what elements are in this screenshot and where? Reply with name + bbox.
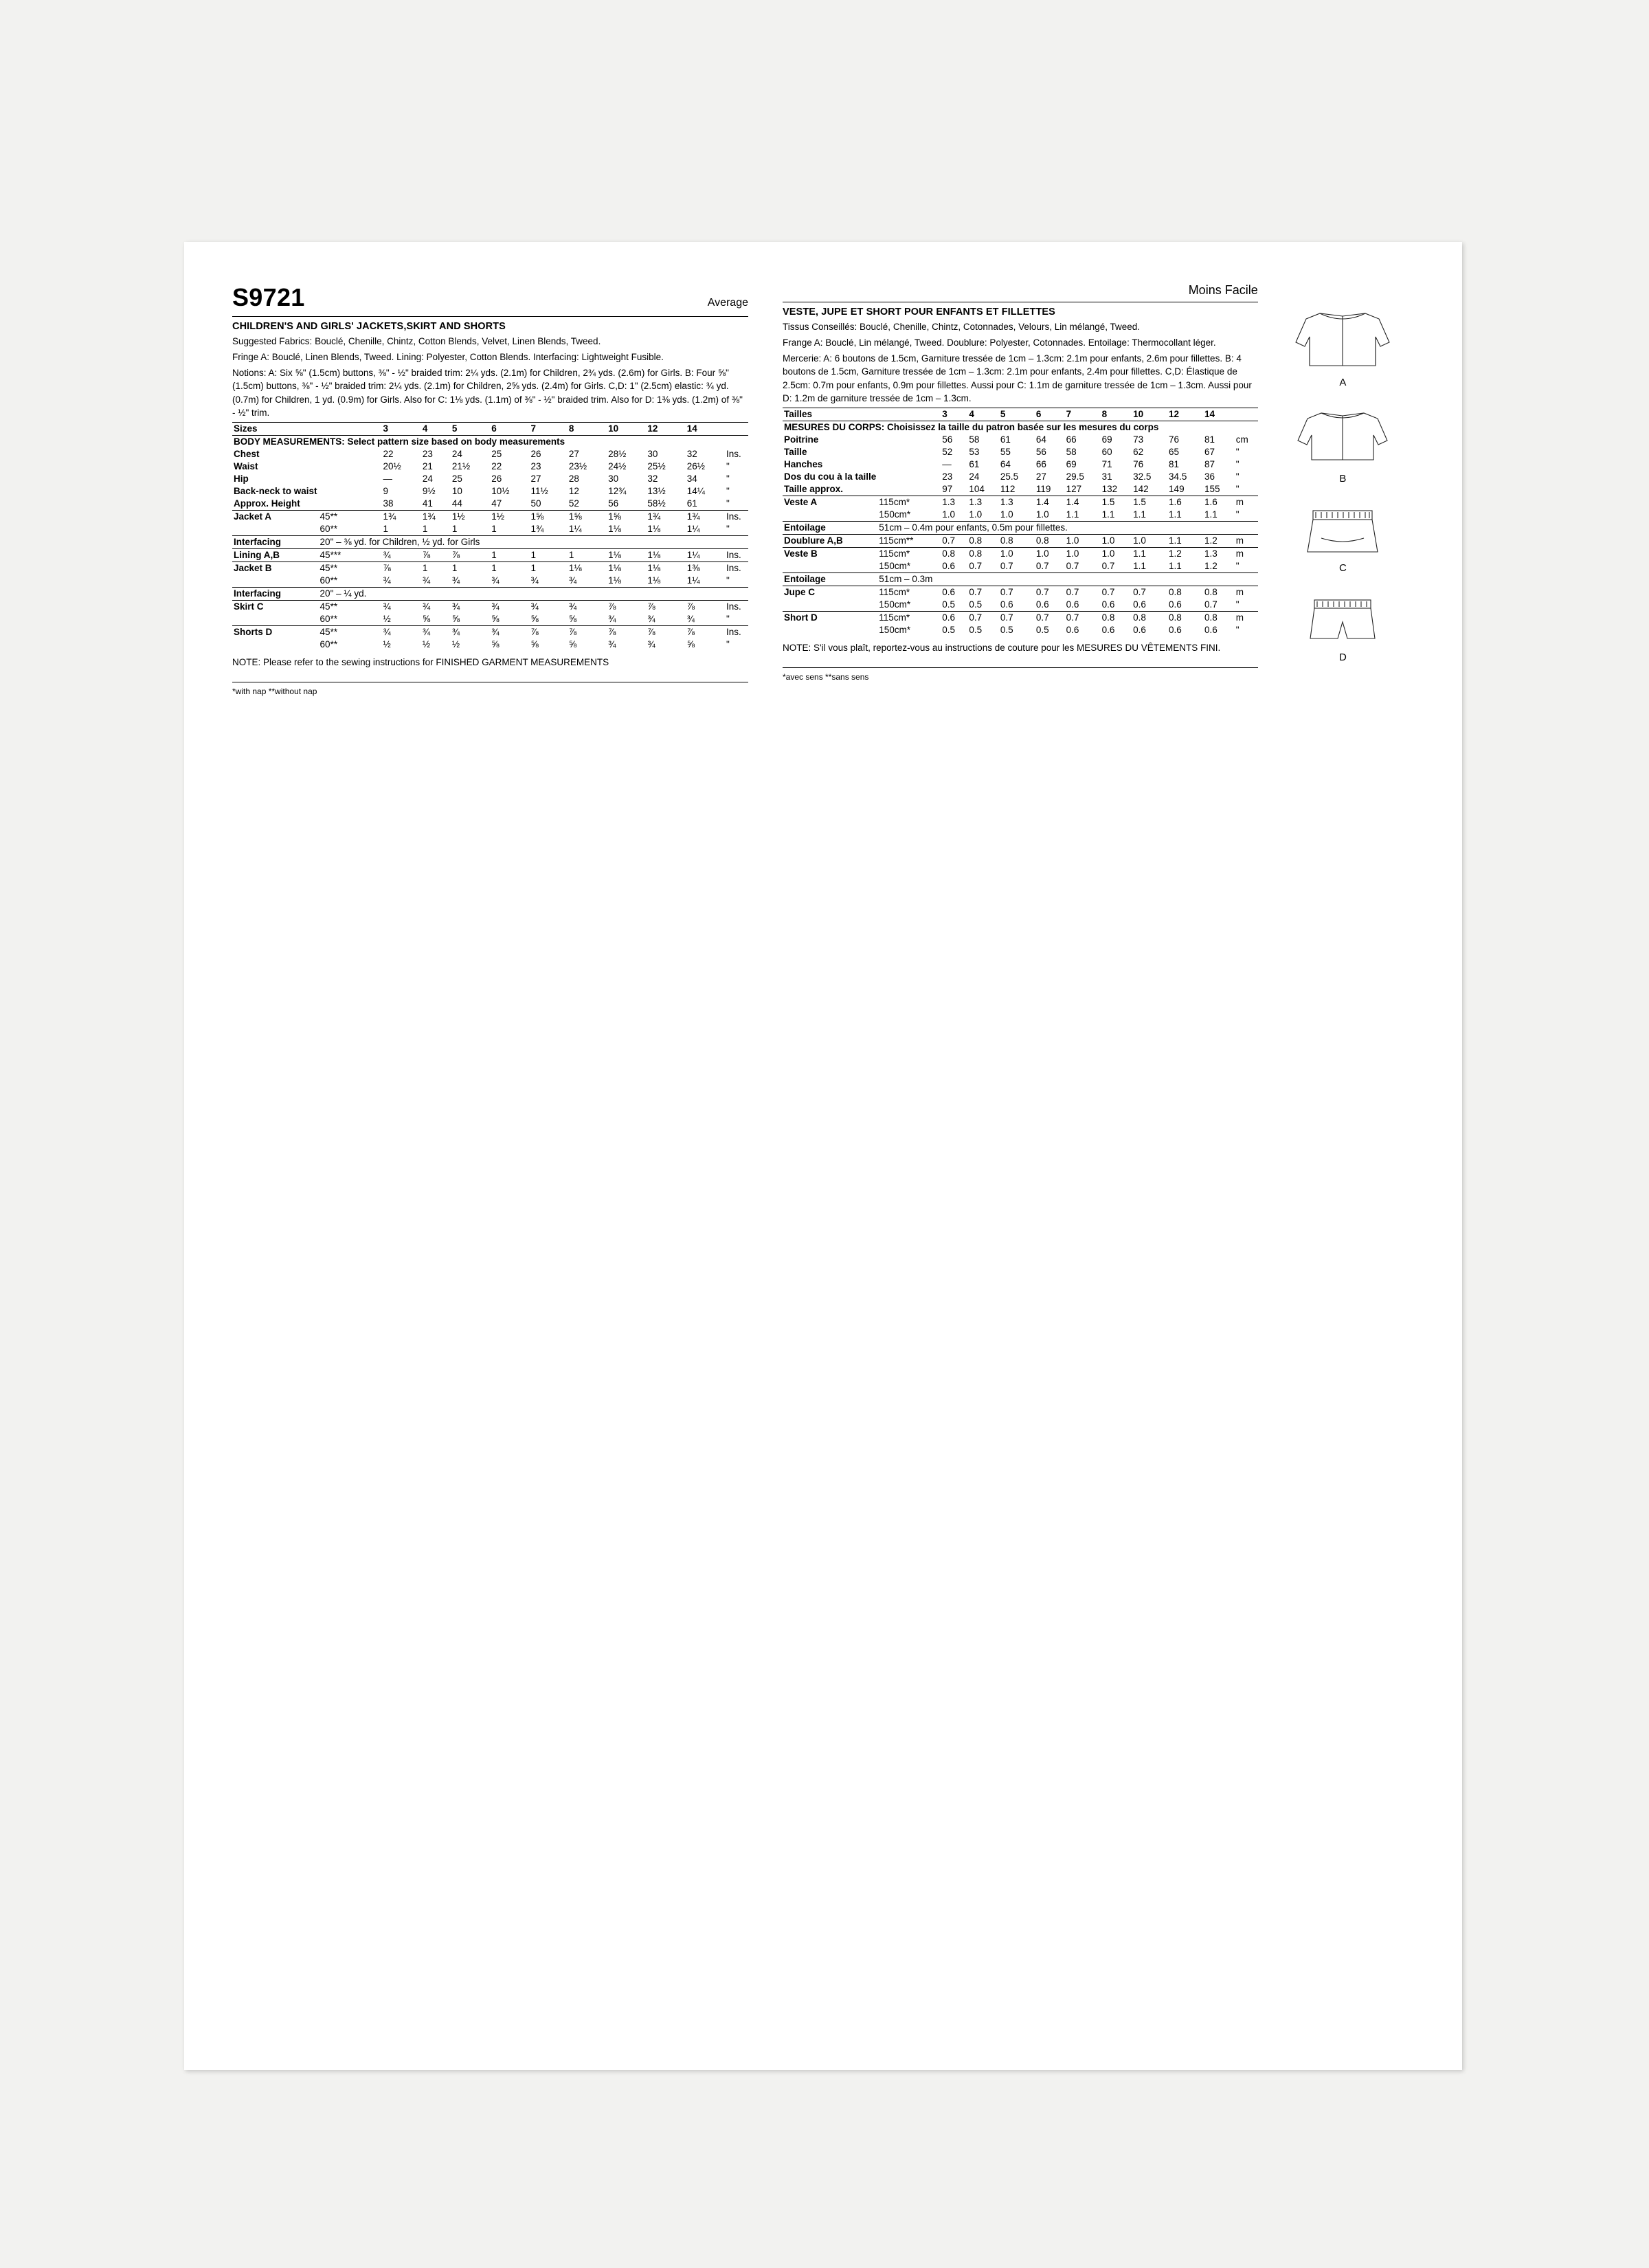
table-row: Entoilage 51cm – 0.3m (783, 572, 1258, 586)
table-row: 150cm* 0.5 0.5 0.5 0.5 0.6 0.6 0.6 0.6 0.6 " (879, 625, 1239, 636)
table-row: Veste B 115cm* 0.8 0.8 1.0 1.0 1.0 1.0 1.1 1.2 1.3 m (783, 547, 1258, 560)
size-cell: 4 (421, 422, 451, 435)
table-row: Chest 22 23 24 25 26 27 28½ 30 32 Ins. (234, 449, 741, 460)
table-row: Dos du cou à la taille 23 24 25.5 27 29.5 31 32.5 34.5 36 " (784, 471, 1239, 482)
english-fabrics: Suggested Fabrics: Bouclé, Chenille, Chintz, Cotton Blends, Velvet, Linen Blends, Tweed. (232, 336, 601, 346)
shorts-figure-icon (1291, 592, 1394, 650)
size-cell: 5 (451, 422, 490, 435)
table-row: Skirt C 45** ¾ ¾ ¾ ¾ ¾ ¾ ⅞ ⅞ ⅞ Ins. (232, 600, 748, 613)
table-row: Doublure A,B 115cm** 0.7 0.8 0.8 0.8 1.0 1.0 1.0 1.1 1.2 m (783, 534, 1258, 547)
size-cell: 5 (999, 408, 1035, 421)
sizes-label-fr: Tailles (783, 408, 877, 421)
french-notions: Mercerie: A: 6 boutons de 1.5cm, Garniture tressée de 1cm – 1.3cm: 2.1m pour enfants, 2.6m pour fillettes. B: 4 boutons de 1.5cm, Garniture tressée de 1cm – 1.3cm: 2.1m pour enfants, 2.4m pour fillettes. C,D: Élastique de 2.5cm: 0.7m pour enfants, 0.9m pour fillettes. Aussi pour C: 1.1m de garniture tressée de 1cm – 1.3cm. Aussi pour D: 1.2m de garniture tressée de 1cm – 1.3cm. (783, 353, 1252, 403)
difficulty-fr: Moins Facile (1188, 283, 1258, 297)
size-cell: 12 (1167, 408, 1203, 421)
figure-label: A (1339, 377, 1347, 388)
table-row: Short D 115cm* 0.6 0.7 0.7 0.7 0.7 0.8 0.8 0.8 0.8 m (783, 611, 1258, 624)
english-title: CHILDREN'S AND GIRLS' JACKETS,SKIRT AND SHORTS (232, 321, 506, 332)
size-cell: 4 (967, 408, 999, 421)
french-footnote: *avec sens **sans sens (783, 667, 1258, 682)
french-body-measure-head: MESURES DU CORPS: Choisissez la taille du patron basée sur les mesures du corps (784, 422, 1159, 433)
skirt-figure-icon (1291, 502, 1394, 561)
size-cell: 3 (941, 408, 967, 421)
size-cell: 6 (490, 422, 529, 435)
figure-label: D (1338, 652, 1347, 663)
table-row: 60** ½ ½ ½ ⅝ ⅝ ⅝ ¾ ¾ ⅝ " (319, 639, 730, 650)
french-sizes-row (783, 408, 1258, 421)
figure-label: C (1338, 562, 1347, 574)
english-panel (232, 283, 748, 696)
table-row: Back-neck to waist 9 9½ 10 10½ 11½ 12 12¾ 13½ 14¼ " (234, 486, 730, 497)
table-row: 150cm* 1.0 1.0 1.0 1.0 1.1 1.1 1.1 1.1 1.1 " (879, 509, 1239, 520)
french-fringe-lining: Frange A: Bouclé, Lin mélangé, Tweed. Doublure: Polyester, Cotonnades. Entoilage: Thermocollant léger. (783, 337, 1216, 348)
table-row: Approx. Height 38 41 44 47 50 52 56 58½ 61 " (234, 498, 730, 509)
french-fabrics: Tissus Conseillés: Bouclé, Chenille, Chintz, Cotonnades, Velours, Lin mélangé, Tweed. (783, 322, 1141, 332)
table-row: Taille 52 53 55 56 58 60 62 65 67 " (784, 447, 1239, 458)
table-row: Shorts D 45** ¾ ¾ ¾ ¾ ⅞ ⅞ ⅞ ⅞ ⅞ Ins. (232, 625, 748, 638)
figure-a (1277, 307, 1408, 388)
size-cell: 10 (607, 422, 646, 435)
english-sizes-row (232, 422, 748, 435)
line-drawings-panel (1265, 283, 1421, 696)
size-cell: 7 (1065, 408, 1101, 421)
french-panel (783, 283, 1258, 696)
table-row: Jupe C 115cm* 0.6 0.7 0.7 0.7 0.7 0.7 0.7 0.8 0.8 m (783, 586, 1258, 599)
jacket-short-figure-icon (1277, 406, 1408, 471)
sizes-label: Sizes (232, 422, 319, 435)
jacket-long-figure-icon (1277, 307, 1408, 375)
french-size-table (783, 408, 1258, 636)
size-cell: 10 (1132, 408, 1167, 421)
table-row: Taille approx. 97 104 112 119 127 132 142 149 155 " (784, 484, 1239, 495)
table-row: 60** ½ ⅝ ⅝ ⅝ ⅝ ⅝ ¾ ¾ ¾ " (319, 614, 730, 625)
table-row: Waist 20½ 21 21½ 22 23 23½ 24½ 25½ 26½ " (234, 461, 730, 472)
pattern-code: S9721 (232, 283, 305, 311)
size-cell: 8 (1101, 408, 1132, 421)
english-notions: Notions: A: Six ⅝" (1.5cm) buttons, ⅜" - ½" braided trim: 2¼ yds. (2.1m) for Children, 2¾ yds. (2.6m) for Girls. B: Four ⅝" (1.5cm) buttons, ⅜" - ½" braided trim: 2¼ yds. (2.1m) for Children, 2⅝ yds. (2.4m) for Girls. C,D: 1" (2.5cm) elastic: ¾ yd. (0.7m) for Children, 1 yd. (0.9m) for Girls. Also for C: 1⅛ yds. (1.1m) of ⅜" - ½" braided trim. Also for D: 1⅜ yds. (1.2m) of ⅜" - ½" trim. (232, 368, 743, 418)
table-row: Hip — 24 25 26 27 28 30 32 34 " (234, 474, 730, 485)
figure-d (1291, 592, 1394, 663)
table-row: 150cm* 0.6 0.7 0.7 0.7 0.7 0.7 1.1 1.1 1.2 " (879, 561, 1239, 572)
english-footnote: *with nap **without nap (232, 682, 748, 696)
table-row: Entoilage 51cm – 0.4m pour enfants, 0.5m pour fillettes. (783, 521, 1258, 534)
size-cell: 3 (382, 422, 421, 435)
french-title: VESTE, JUPE ET SHORT POUR ENFANTS ET FILLETTES (783, 307, 1055, 318)
table-row: 60** ¾ ¾ ¾ ¾ ¾ ¾ 1⅛ 1⅛ 1¼ " (319, 575, 730, 586)
size-cell: 8 (568, 422, 607, 435)
table-row: Hanches — 61 64 66 69 71 76 81 87 " (784, 459, 1239, 470)
table-row: Poitrine 56 58 61 64 66 69 73 76 81 cm (784, 434, 1248, 445)
english-body-measure-head: BODY MEASUREMENTS: Select pattern size based on body measurements (234, 436, 565, 447)
english-size-table (232, 422, 748, 651)
french-header (783, 283, 1258, 298)
english-header (232, 283, 748, 312)
difficulty-en: Average (707, 297, 748, 309)
pattern-envelope-back (184, 242, 1462, 2070)
figure-c (1291, 502, 1394, 574)
size-cell: 12 (646, 422, 685, 435)
table-row: Interfacing 20" – ¼ yd. (232, 587, 748, 600)
size-cell: 6 (1035, 408, 1065, 421)
english-note: NOTE: Please refer to the sewing instructions for FINISHED GARMENT MEASUREMENTS (232, 656, 609, 667)
table-row: Jacket A 45** 1¾ 1¾ 1½ 1½ 1⅝ 1⅝ 1⅝ 1¾ 1¾ Ins. (232, 510, 748, 523)
table-row: Interfacing 20" – ⅜ yd. for Children, ½ yd. for Girls (232, 535, 748, 548)
table-row: Lining A,B 45*** ¾ ⅞ ⅞ 1 1 1 1⅛ 1⅛ 1¼ Ins. (232, 548, 748, 562)
size-cell: 7 (529, 422, 567, 435)
size-cell: 14 (686, 422, 725, 435)
size-cell: 14 (1203, 408, 1235, 421)
french-note: NOTE: S'il vous plaît, reportez-vous au instructions de couture pour les MESURES DU VÊTEMENTS FINI. (783, 642, 1221, 653)
figure-b (1277, 406, 1408, 485)
table-row: 60** 1 1 1 1 1¾ 1¼ 1⅛ 1⅛ 1¼ " (319, 524, 730, 535)
table-row: Jacket B 45** ⅞ 1 1 1 1 1⅛ 1⅛ 1⅛ 1⅜ Ins. (232, 562, 748, 575)
english-fringe-lining: Fringe A: Bouclé, Linen Blends, Tweed. Lining: Polyester, Cotton Blends. Interfacing: Lightweight Fusible. (232, 352, 664, 363)
figure-label: B (1339, 473, 1347, 485)
table-row: 150cm* 0.5 0.5 0.6 0.6 0.6 0.6 0.6 0.6 0.7 " (879, 599, 1239, 610)
table-row: Veste A 115cm* 1.3 1.3 1.3 1.4 1.4 1.5 1.5 1.6 1.6 m (783, 496, 1258, 509)
